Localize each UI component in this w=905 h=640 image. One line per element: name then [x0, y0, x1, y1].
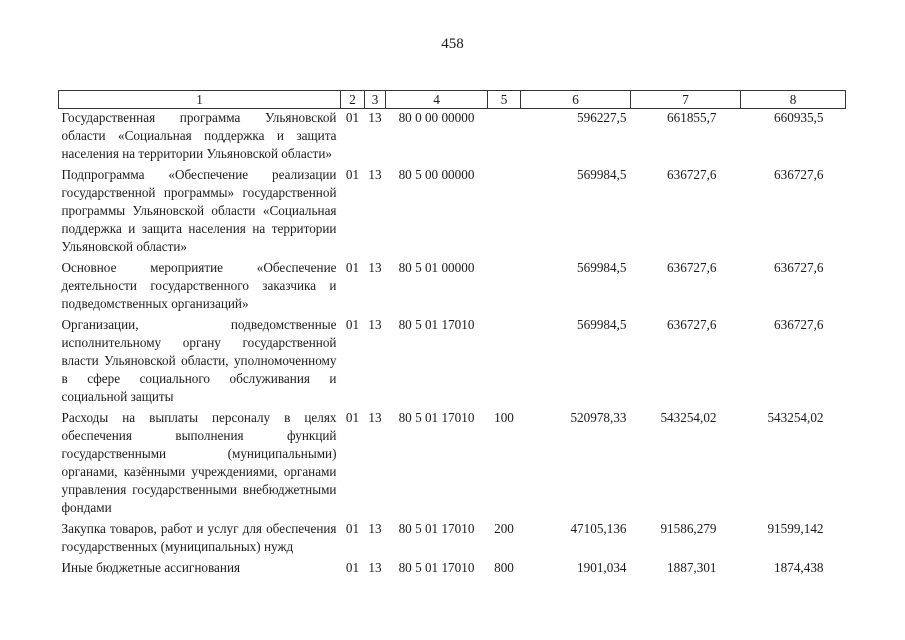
row-amount-col8: 636727,6 — [774, 317, 824, 332]
row-amount-col8: 1874,438 — [774, 560, 824, 575]
row-expense-type — [488, 109, 521, 164]
row-amount-col7: 91586,279 — [660, 521, 717, 536]
row-amount-col7: 1887,301 — [667, 560, 717, 575]
row-subsection: 13 — [368, 410, 382, 425]
row-section: 01 — [345, 521, 360, 536]
row-name: Организации, подведомственные исполнительному органу государственной власти Ульяновской области, уполномоченному в сфере социального обслуживания и социальной защиты — [61, 317, 337, 404]
header-col-4: 4 — [386, 91, 488, 109]
header-row — [59, 91, 846, 109]
table-row — [59, 559, 846, 577]
row-name: Закупка товаров, работ и услуг для обеспечения государственных (муниципальных) нужд — [61, 521, 337, 554]
row-expense-type — [488, 259, 521, 313]
row-name: Основное мероприятие «Обеспечение деятельности государственного заказчика и подведомственных организаций» — [61, 260, 337, 311]
row-amount-col7: 543254,02 — [660, 410, 717, 425]
table-row — [59, 316, 846, 406]
table-row — [59, 109, 846, 164]
row-subsection: 13 — [368, 317, 382, 332]
row-amount-col6: 1901,034 — [577, 560, 627, 575]
header-col-2: 2 — [341, 91, 365, 109]
row-target-code: 80 5 01 17010 — [398, 560, 475, 575]
row-subsection: 13 — [368, 167, 382, 182]
row-subsection: 13 — [368, 560, 382, 575]
row-target-code: 80 5 01 00000 — [398, 260, 475, 275]
row-section: 01 — [345, 260, 360, 275]
table-row — [59, 520, 846, 556]
row-expense-type: 800 — [494, 560, 514, 575]
row-amount-col7: 661855,7 — [667, 110, 717, 125]
row-subsection: 13 — [368, 110, 382, 125]
row-section: 01 — [345, 167, 360, 182]
row-name: Подпрограмма «Обеспечение реализации государственной программы» государственной программы Ульяновской области «Социальная поддержка и защита населения на территории Ульяновской области» — [61, 167, 337, 254]
row-expense-type: 200 — [494, 521, 514, 536]
header-col-6: 6 — [521, 91, 631, 109]
row-target-code: 80 5 01 17010 — [398, 521, 475, 536]
row-section: 01 — [345, 110, 360, 125]
row-amount-col7: 636727,6 — [667, 317, 717, 332]
table-body — [59, 109, 846, 578]
header-col-8: 8 — [741, 91, 846, 109]
table-row — [59, 166, 846, 256]
row-target-code: 80 5 01 17010 — [398, 410, 475, 425]
row-section: 01 — [345, 410, 360, 425]
table-row — [59, 409, 846, 517]
row-name: Иные бюджетные ассигнования — [61, 560, 241, 575]
table-row — [59, 259, 846, 313]
row-amount-col6: 596227,5 — [577, 110, 627, 125]
row-amount-col8: 636727,6 — [774, 260, 824, 275]
row-target-code: 80 5 01 17010 — [398, 317, 475, 332]
row-amount-col6: 569984,5 — [577, 167, 627, 182]
row-amount-col8: 543254,02 — [767, 410, 824, 425]
row-amount-col8: 660935,5 — [774, 110, 824, 125]
row-amount-col6: 569984,5 — [577, 260, 627, 275]
row-target-code: 80 5 00 00000 — [398, 167, 475, 182]
row-amount-col8: 636727,6 — [774, 167, 824, 182]
row-expense-type: 100 — [494, 410, 514, 425]
row-expense-type — [488, 166, 521, 256]
row-amount-col6: 520978,33 — [570, 410, 627, 425]
row-section: 01 — [345, 317, 360, 332]
row-subsection: 13 — [368, 260, 382, 275]
row-amount-col8: 91599,142 — [767, 521, 824, 536]
header-col-7: 7 — [631, 91, 741, 109]
row-amount-col7: 636727,6 — [667, 167, 717, 182]
row-section: 01 — [345, 560, 360, 575]
row-amount-col6: 569984,5 — [577, 317, 627, 332]
header-col-3: 3 — [365, 91, 386, 109]
budget-table — [58, 90, 846, 577]
row-amount-col7: 636727,6 — [667, 260, 717, 275]
table-header — [59, 91, 846, 109]
page-number: 458 — [441, 36, 464, 52]
row-target-code: 80 0 00 00000 — [398, 110, 475, 125]
row-subsection: 13 — [368, 521, 382, 536]
header-col-5: 5 — [488, 91, 521, 109]
row-name: Государственная программа Ульяновской области «Социальная поддержка и защита населения на территории Ульяновской области» — [61, 110, 337, 161]
row-amount-col6: 47105,136 — [570, 521, 627, 536]
header-col-1: 1 — [59, 91, 341, 109]
row-name: Расходы на выплаты персоналу в целях обеспечения выполнения функций государственными (муниципальными) органами, казёнными учреждениями, органами управления государственными внебюджетными фондами — [61, 410, 337, 515]
row-expense-type — [488, 316, 521, 406]
